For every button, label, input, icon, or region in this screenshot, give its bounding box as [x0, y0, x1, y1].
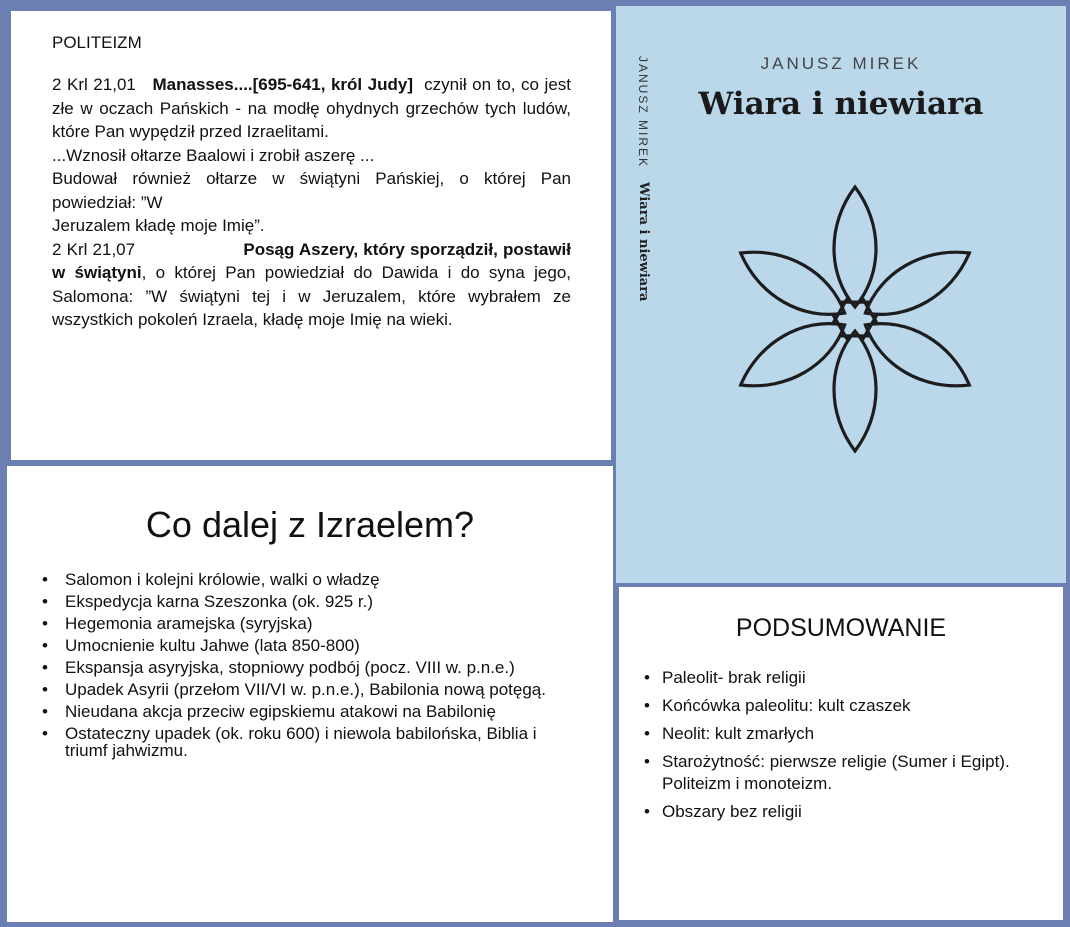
verse-ref: 2 Krl 21,01	[52, 75, 136, 94]
list-item: • Nieudana akcja przeciw egipskiemu atakowi na Babilonię	[42, 703, 582, 720]
slide-title: POLITEIZM	[52, 33, 142, 52]
list-item: • Paleolit- brak religii	[644, 667, 1044, 689]
slide-body	[52, 73, 571, 332]
book-author: JANUSZ MIREK	[760, 54, 922, 73]
spine-title: Wiara i niewiara	[636, 182, 651, 302]
verse-text: czynił on to, co jest złe w oczach Pańskich - na modłę ohydnych grzechów tych ludów, które Pan wypędził przed Izraelitami.	[52, 75, 572, 141]
paragraph-baal: ...Wznosił ołtarze Baalowi i zrobił aszerę ...	[52, 145, 375, 165]
list-item: • Hegemonia aramejska (syryjska)	[42, 615, 582, 632]
list-item: • Salomon i kolejni królowie, walki o władzę	[42, 571, 582, 588]
list-item: • Ekspedycja karna Szeszonka (ok. 925 r.)	[42, 593, 582, 610]
list-item: • Obszary bez religii	[644, 801, 1044, 823]
verse-ref: 2 Krl 21,07	[52, 239, 136, 259]
list-item: • Ostateczny upadek (ok. roku 600) i niewola babilońska, Biblia i triumf jahwizmu.	[42, 725, 582, 759]
spine-author: JANUSZ MIREK	[636, 56, 650, 169]
paragraph-oltarze: Budował również ołtarze w świątyni Pańskiej, o której Pan powiedział: ”W	[52, 169, 571, 212]
paragraph-jeruzalem: Jeruzalem kładę moje Imię”.	[52, 216, 265, 235]
bold-phrase: Manasses....[695-641, król Judy]	[152, 75, 414, 94]
fish-icon	[834, 325, 876, 451]
bullet-list	[42, 571, 582, 764]
list-item: • Upadek Asyrii (przełom VII/VI w. p.n.e.), Babilonia nową potęgą.	[42, 681, 582, 698]
fish-icon	[834, 187, 876, 313]
book-cover	[616, 6, 1066, 583]
bullet-list	[644, 667, 1044, 829]
list-item: • Umocnienie kultu Jahwe (lata 850-800)	[42, 637, 582, 654]
izrael-slide	[7, 466, 613, 922]
list-item: • Ekspansja asyryjska, stopniowy podbój (pocz. VIII w. p.n.e.)	[42, 659, 582, 676]
podsumowanie-slide	[619, 587, 1063, 920]
paragraph-manasses	[52, 73, 571, 144]
slide-heading: Co dalej z Izraelem?	[145, 504, 475, 545]
book-title: Wiara i niewiara	[698, 86, 984, 122]
fish-rosette-icon	[700, 164, 1010, 474]
bold-phrase: Posąg Aszery, który sporządził, postawił w świątyni	[52, 239, 572, 282]
list-item: • Końcówka paleolitu: kult czaszek	[644, 695, 1044, 717]
paragraph-aszera	[52, 238, 571, 332]
slide-heading: PODSUMOWANIE	[735, 614, 947, 642]
list-item: • Neolit: kult zmarłych	[644, 723, 1044, 745]
politeizm-slide	[11, 11, 611, 460]
verse-text: , o której Pan powiedział do Dawida i do syna jego, Salomona: ”W świątyni tej i w Jeruzalem, które wybrałem ze wszystkich pokoleń Izraela, kładę moje Imię na wieki.	[52, 263, 572, 329]
list-item: • Starożytność: pierwsze religie (Sumer i Egipt). Politeizm i monoteizm.	[644, 751, 1044, 795]
